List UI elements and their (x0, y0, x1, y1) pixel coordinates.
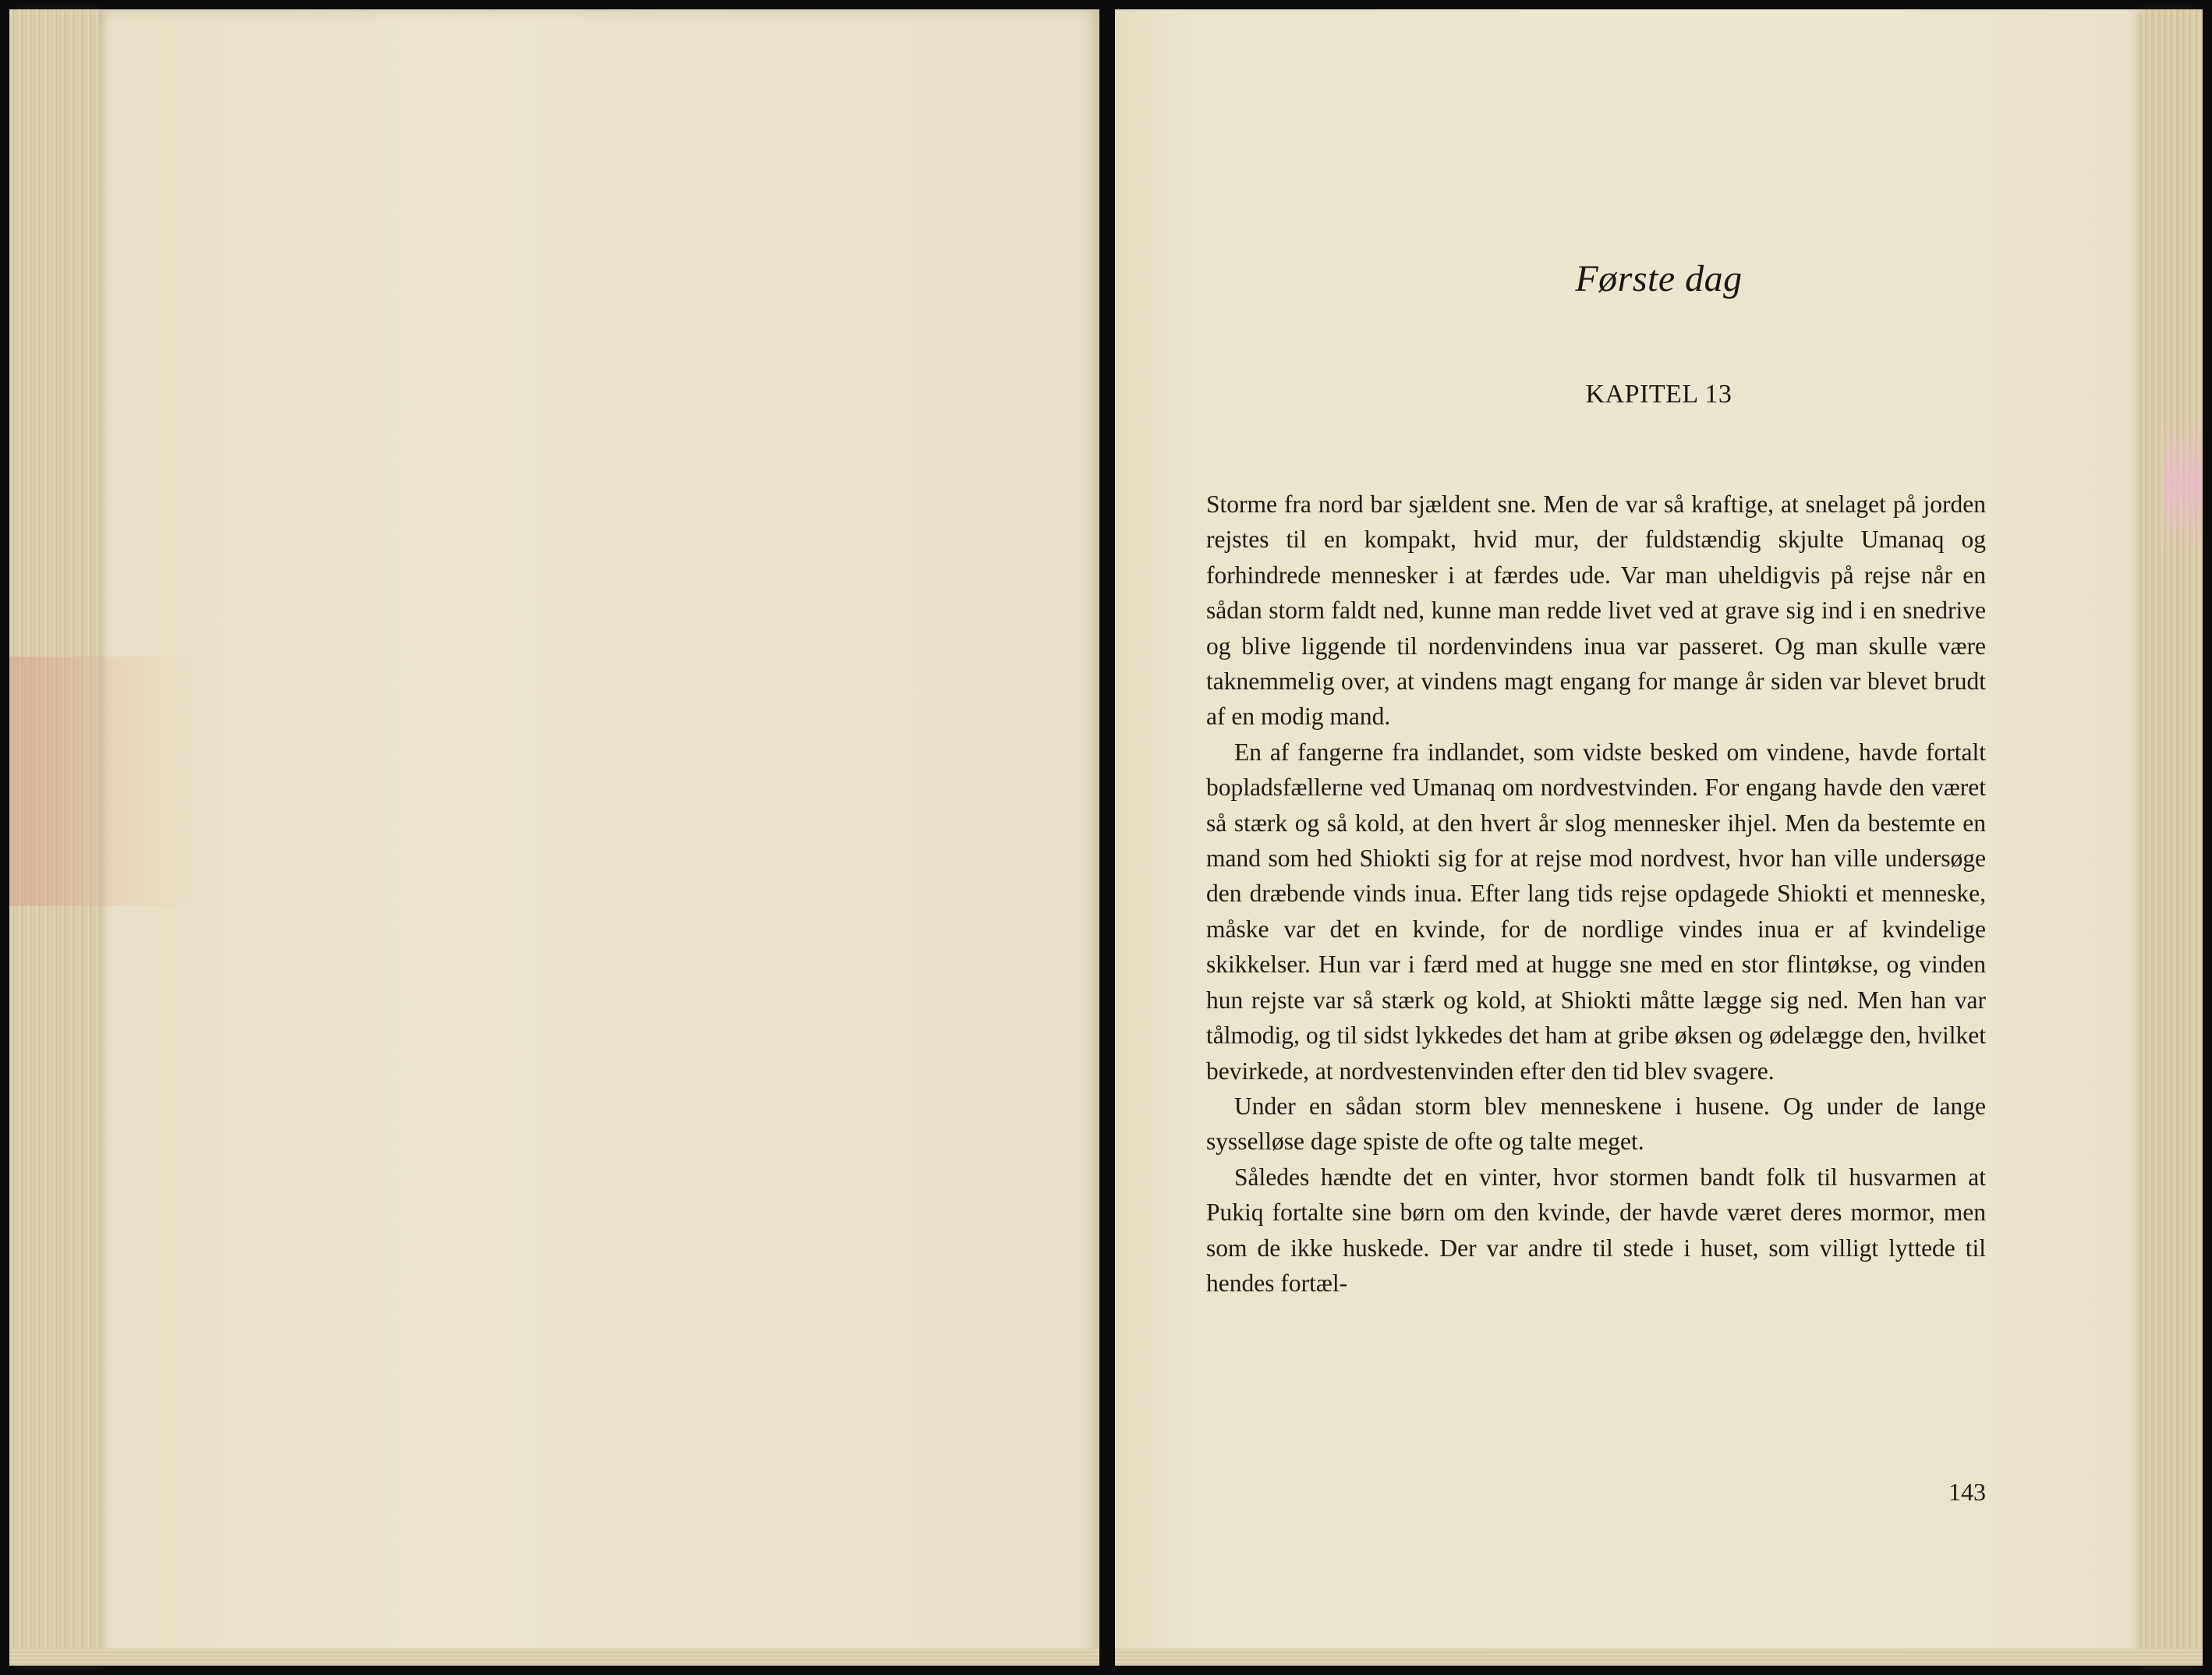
body-text (1206, 487, 1986, 1301)
paragraph: En af fangerne fra indlandet, som vidste besked om vindene, havde fortalt bopladsfællerne ved Umanaq om nordvestvinden. For engang havde den været så stærk og så kold, at den hvert år slog mennesker ihjel. Men da bestemte en mand som hed Shiokti sig for at rejse mod nordvest, hvor han ville undersøge den dræbende vinds inua. Efter lang tids rejse opdagede Shiokti et menneske, måske var det en kvinde, for de nordlige vindes inua er af kvindelige skikkelser. Hun var i færd med at hugge sne med en stor flintøkse, og vinden hun rejste var så stærk og kold, at Shiokti måtte lægge sig ned. Men han var tålmodig, og til sidst lykkedes det ham at gribe øksen og ødelægge den, hvilket bevirkede, at nordvestenvinden efter den tid blev svagere. (1206, 738, 1986, 1085)
page-number: 143 (1948, 1478, 1986, 1506)
paragraph: Storme fra nord bar sjældent sne. Men de var så kraftige, at snelaget på jorden rejstes til en kompakt, hvid mur, der fuldstændig skjulte Umanaq og forhindrede mennesker i at færdes ude. Var man uheldigvis på rejse når en sådan storm faldt ned, kunne man redde livet ved at grave sig ind i en snedrive og blive liggende til nordenvindens inua var passeret. Og man skulle være taknemmelig over, at vindens magt engang for mange år siden var blevet brudt af en modig mand. (1206, 490, 1986, 731)
left-page-blank (9, 9, 1099, 1666)
chapter-number: KAPITEL 13 (1585, 380, 1732, 409)
paragraph: Således hændte det en vinter, hvor stormen bandt folk til husvarmen at Pukiq fortalte sine børn om den kvinde, der havde været deres mormor, men som de ikke huskede. Der var andre til stede i huset, som villigt lyttede til hendes fortæl- (1206, 1163, 1986, 1297)
left-page-fore-edge (9, 9, 99, 1666)
paragraph: Under en sådan storm blev menneskene i husene. Og under de lange sysselløse dage spiste de ofte og talte meget. (1206, 1092, 1986, 1156)
right-page (1115, 9, 2203, 1666)
chapter-title: Første dag (1575, 258, 1743, 299)
page-discoloration (2164, 415, 2203, 555)
left-page-bottom-edge (9, 1648, 1099, 1666)
right-page-bottom-edge (1115, 1648, 2203, 1666)
